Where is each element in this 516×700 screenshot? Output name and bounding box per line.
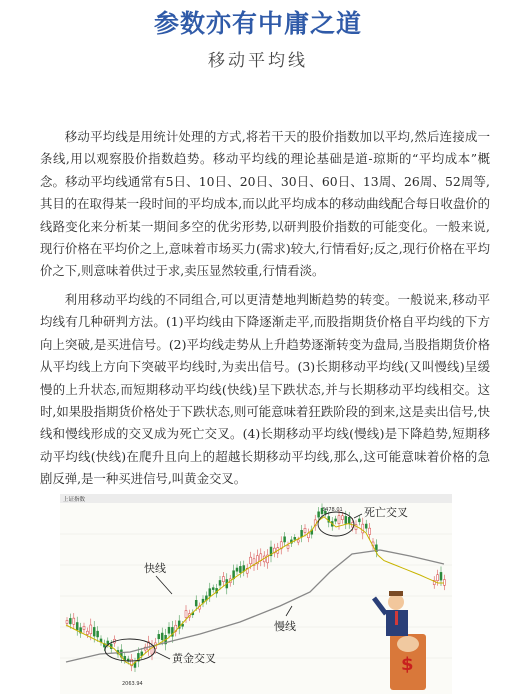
page-title: 参数亦有中庸之道 [153, 9, 362, 38]
candle-body [219, 580, 221, 585]
candle-body [335, 519, 337, 521]
candle-body [287, 545, 289, 548]
candle-body [284, 537, 286, 542]
candle-body [212, 588, 214, 590]
golden-cross-label: 黄金交叉 [172, 652, 216, 665]
candle-body [66, 621, 68, 624]
candle-body [358, 519, 360, 522]
candle-body [443, 580, 445, 586]
candle-body [97, 631, 99, 637]
candle-body [222, 577, 224, 582]
candle-body [107, 641, 109, 644]
candle-body [341, 516, 343, 520]
slow-line-label: 慢线 [274, 620, 296, 633]
moving-average-chart [60, 494, 452, 694]
candle-body [90, 625, 92, 634]
page-subtitle: 移动平均线 [208, 51, 308, 71]
candle-body [345, 516, 347, 523]
candle-body [168, 627, 170, 633]
candle-body [304, 528, 306, 532]
chart-header-bar [60, 494, 452, 503]
high-value-label: 3478.01 [322, 507, 343, 513]
person-hair [389, 591, 403, 596]
candle-body [369, 528, 371, 534]
candle-body [158, 634, 160, 639]
candle-body [86, 631, 88, 634]
candle-body [185, 611, 187, 618]
candle-body [69, 618, 71, 624]
candle-body [73, 618, 75, 624]
person-tie [395, 611, 398, 625]
candle-body [250, 557, 252, 564]
candle-body [209, 589, 211, 597]
bag-highlight [397, 636, 419, 652]
death-cross-label: 死亡交叉 [364, 506, 408, 519]
fast-line-label: 快线 [144, 562, 166, 575]
candle-body [365, 524, 367, 528]
candle-body [301, 530, 303, 537]
candle-body [161, 633, 163, 640]
candle-body [93, 627, 95, 636]
person-head [388, 594, 404, 610]
dollar-sign-icon: $ [401, 654, 414, 675]
candle-body [318, 512, 320, 517]
candle-body [440, 572, 442, 580]
candle-body [195, 600, 197, 606]
candle-body [76, 622, 78, 629]
candle-body [297, 540, 299, 542]
chart-header-text: 上证指数 [63, 497, 86, 503]
paragraph-1: 移动平均线是用统计处理的方式,将若干天的股价指数加以平均,然后连接成一条线,用以观察股价指数趋势。移动平均线的理论基础是道-琼斯的“平均成本”概念。移动平均线通常有5日、10日、20日、30日、60日、13周、26周、52周等,其目的在取得某一段时间的平均成本,而以此平均成本的移动曲线配合每日收盘价的线路变化来分析某一期间多空的优劣形势,以研判股价指数的可能变化。一般来说,现行价格在平均价之上,意味着市场买力(需求)较大,行情看好;反之,现行价格在平均价之下,则意味着供过于求,卖压显然较重,行情看淡。 [40, 129, 491, 279]
paragraph-2: 利用移动平均线的不同组合,可以更清楚地判断趋势的转变。一般说来,移动平均线有几种研判方法。(1)平均线由下降逐渐走平,而股指期货价格自平均线的下方向上突破,是买进信号。(2)平均线走势从上升趋势逐渐转变为盘局,当股指期货价格从平均线上方向下突破平均线时,为卖出信号。(3)长期移动平均线(又叫慢线)呈缓慢的上升状态,而短期移动平均线(快线)呈下跌状态,并与长期移动平均线相交。这时,如果股指期货价格处于下跌状态,则可能意味着狂跌阶段的到来,这是卖出信号,快线和慢线形成的交叉成为死亡交叉。(4)长期移动平均线(慢线)是下降趋势,短期移动平均线(快线)在爬升且向上的超越长期移动平均线,那么,这可能意味着价格的急剧反弹,是一种买进信号,叫黄金交叉。 [40, 292, 490, 487]
candle-body [236, 568, 238, 571]
candle-body [239, 566, 241, 572]
candle-body [83, 626, 85, 629]
candle-body [338, 516, 340, 524]
candle-body [348, 517, 350, 523]
candle-body [294, 537, 296, 539]
candle-body [437, 575, 439, 581]
low-value-label: 2063.94 [122, 681, 143, 687]
